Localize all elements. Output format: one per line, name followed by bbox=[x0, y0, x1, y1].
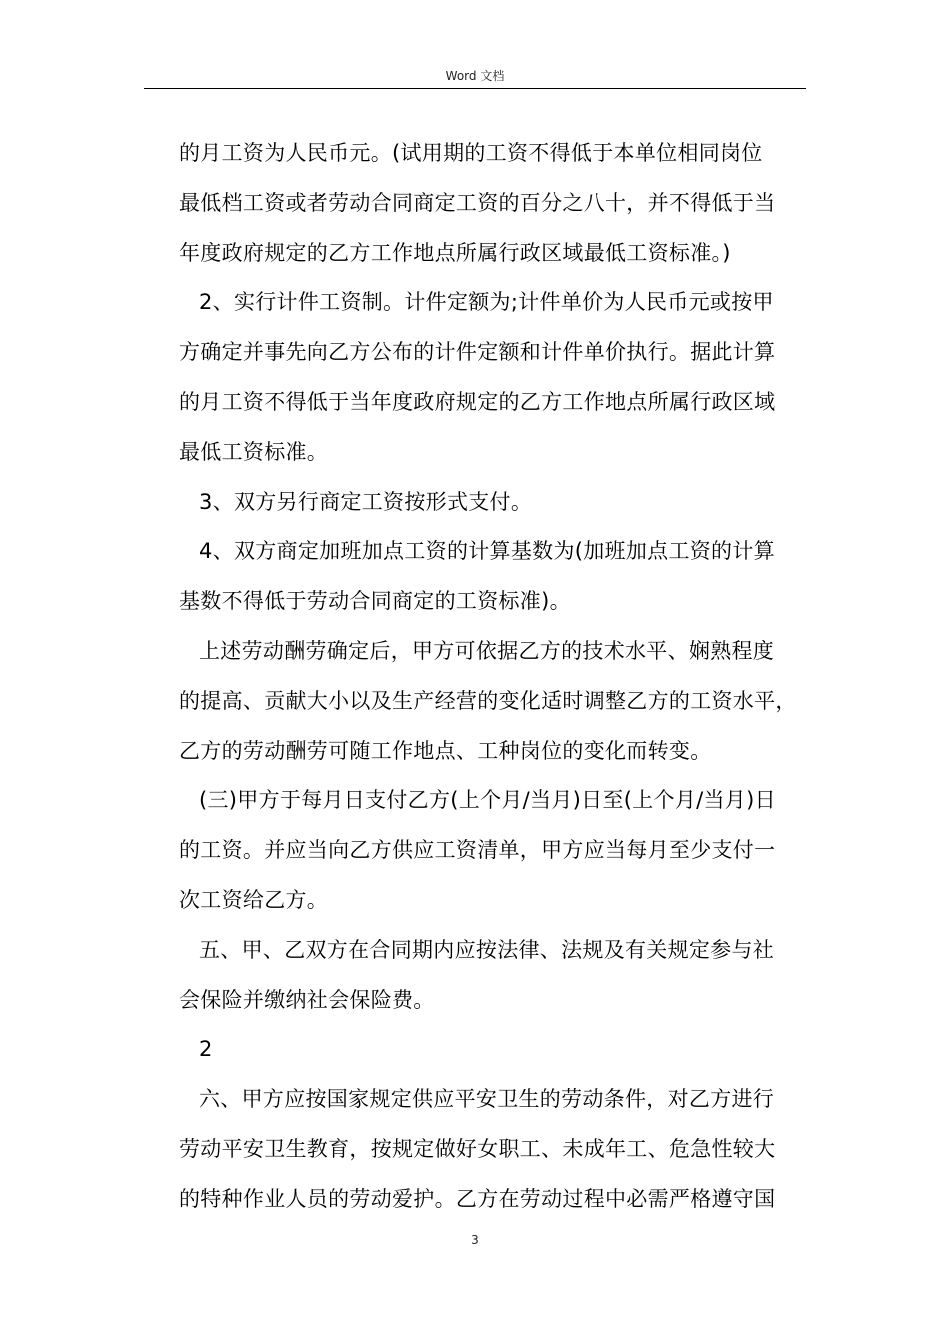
body-line: 乙方的劳动酬劳可随工作地点、工种岗位的变化而转变。 bbox=[179, 738, 712, 763]
body-line: 的月工资不得低于当年度政府规定的乙方工作地点所属行政区域 bbox=[179, 389, 776, 414]
body-line: 的特种作业人员的劳动爱护。乙方在劳动过程中必需严格遵守国 bbox=[179, 1186, 776, 1211]
body-line: 上述劳动酬劳确定后，甲方可依据乙方的技术水平、娴熟程度 bbox=[199, 638, 775, 663]
body-line: 劳动平安卫生教育，按规定做好女职工、未成年工、危急性较大 bbox=[179, 1136, 776, 1161]
body-line: 2、实行计件工资制。计件定额为;计件单价为人民币元或按甲 bbox=[199, 290, 774, 315]
body-line: 会保险并缴纳社会保险费。 bbox=[179, 987, 435, 1012]
body-line: (三)甲方于每月日支付乙方(上个月/当月)日至(上个月/当月)日 bbox=[199, 788, 776, 813]
body-line: 2 bbox=[199, 1037, 213, 1062]
document-body bbox=[179, 129, 809, 1225]
body-line: 基数不得低于劳动合同商定的工资标准)。 bbox=[179, 589, 571, 614]
body-line: 方确定并事先向乙方公布的计件定额和计件单价执行。据此计算 bbox=[179, 340, 776, 365]
body-line: 最低档工资或者劳动合同商定工资的百分之八十，并不得低于当 bbox=[179, 190, 776, 215]
body-line: 六、甲方应按国家规定供应平安卫生的劳动条件，对乙方进行 bbox=[199, 1087, 775, 1112]
body-line: 的月工资为人民币元。(试用期的工资不得低于本单位相同岗位 bbox=[179, 141, 763, 165]
document-header-title: Word 文档 bbox=[445, 69, 505, 83]
body-line: 五、甲、乙双方在合同期内应按法律、法规及有关规定参与社 bbox=[199, 937, 775, 962]
body-line: 最低工资标准。 bbox=[179, 439, 329, 464]
body-line: 的提高、贡献大小以及生产经营的变化适时调整乙方的工资水平， bbox=[179, 688, 797, 713]
body-line: 年度政府规定的乙方工作地点所属行政区域最低工资标准。) bbox=[179, 240, 731, 265]
body-line: 4、双方商定加班加点工资的计算基数为(加班加点工资的计算 bbox=[199, 539, 775, 564]
body-line: 的工资。并应当向乙方供应工资清单，甲方应当每月至少支付一 bbox=[179, 838, 776, 863]
header-divider bbox=[144, 88, 806, 89]
body-line: 3、双方另行商定工资按形式支付。 bbox=[199, 489, 533, 514]
body-line: 次工资给乙方。 bbox=[179, 887, 329, 912]
page-number: 3 bbox=[471, 1233, 479, 1247]
